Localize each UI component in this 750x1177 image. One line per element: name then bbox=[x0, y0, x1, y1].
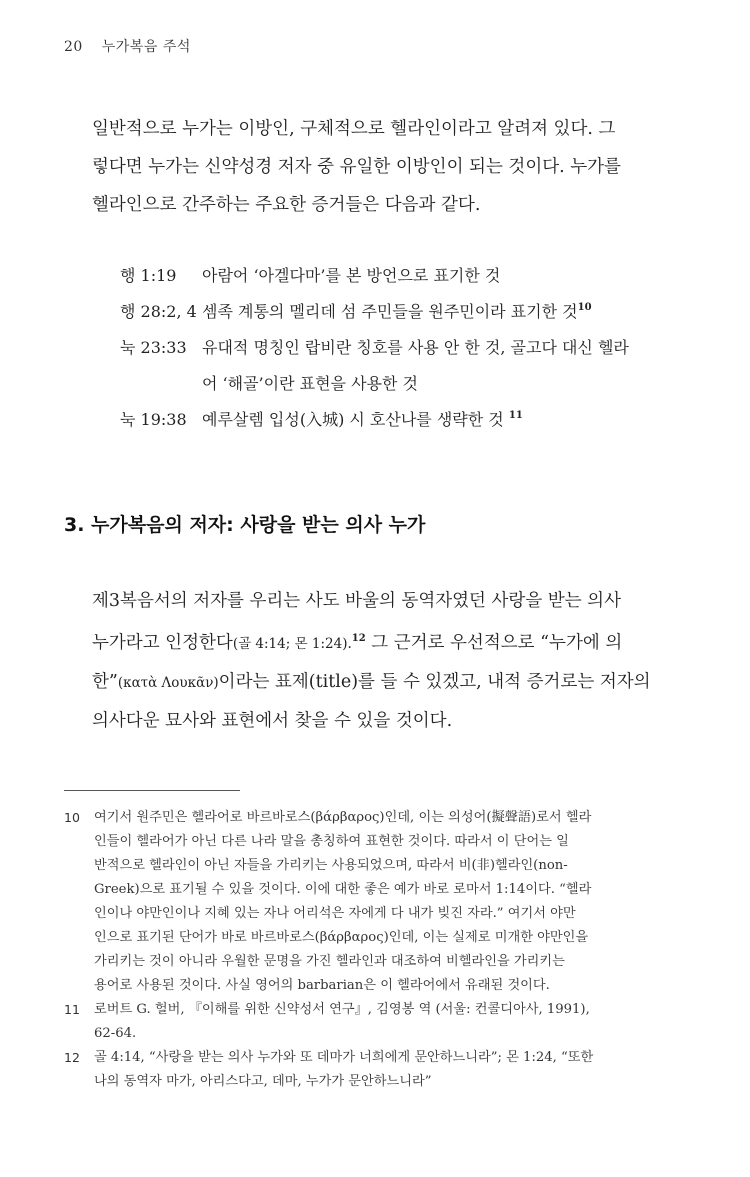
footnote-body bbox=[94, 1046, 674, 1094]
footnote-line: 인이나 야만인이나 지혜 있는 자나 어리석은 자에게 다 내가 빚진 자라.” 여기서 야만 bbox=[94, 906, 576, 921]
scripture-citation: (골 4:14; 몬 1:24). bbox=[232, 636, 352, 652]
reference-text: 유대적 명칭인 랍비란 칭호를 사용 안 한 것, 골고다 대신 헬라 bbox=[202, 337, 629, 357]
paragraph-line: 렇다면 누가는 신약성경 저자 중 유일한 이방인이 되는 것이다. 누가를 bbox=[92, 157, 621, 177]
footnote-line: 골 4:14, “사랑을 받는 의사 누가와 또 데마가 너희에게 문안하느니라”; 몬 1:24, “또한 bbox=[94, 1050, 594, 1065]
page-number: 20 bbox=[64, 39, 83, 55]
paragraph-line: 일반적으로 누가는 이방인, 구체적으로 헬라인이라고 알려져 있다. 그 bbox=[92, 119, 616, 139]
footnote-number: 12 bbox=[64, 1050, 80, 1065]
reference-item bbox=[120, 292, 680, 328]
footnote bbox=[64, 998, 674, 1046]
footnote-divider bbox=[64, 790, 240, 791]
footnote-number: 11 bbox=[64, 1002, 80, 1017]
reference-citation: 눅 23:33 bbox=[120, 337, 187, 357]
footnote-line: 용어로 사용된 것이다. 사실 영어의 barbarian은 이 헬라어에서 유래된 것이다. bbox=[94, 978, 550, 993]
footnote-marker[interactable]: 11 bbox=[508, 409, 523, 421]
footnote-line: 인으로 표기된 단어가 바로 바르바로스(βάρβαρος)인데, 이는 실제로 미개한 야만인을 bbox=[94, 930, 589, 945]
reference-text: 예루살렘 입성(入城) 시 호산나를 생략한 것 $^{11}$ bbox=[202, 409, 523, 429]
paragraph-line: 누가라고 인정한다(골 4:14; 몬 1:24).$^{12}$ 그 근거로 우선적으로 “누가에 의 bbox=[92, 633, 623, 653]
footnote bbox=[64, 1046, 674, 1094]
paragraph-line: 제3복음서의 저자를 우리는 사도 바울의 동역자였던 사랑을 받는 의사 bbox=[92, 591, 621, 611]
footnote-line: 나의 동역자 마가, 아리스다고, 데마, 누가가 문안하느니라” bbox=[94, 1074, 432, 1089]
reference-list bbox=[120, 256, 680, 436]
reference-text: 셈족 계통의 멜리데 섬 주민들을 원주민이라 표기한 것$^{10}$ bbox=[202, 301, 592, 321]
footnote-line: 로버트 G. 헐버, 『이해를 위한 신약성서 연구』, 김영봉 역 (서울: 컨콜디아사, 1991), bbox=[94, 1002, 590, 1017]
footnote bbox=[64, 806, 674, 998]
reference-text: 아람어 ‘아겔다마’를 본 방언으로 표기한 것 bbox=[202, 265, 501, 285]
reference-text: 어 ‘해골’이란 표현을 사용한 것 bbox=[202, 373, 418, 393]
footnote-line: 가리키는 것이 아니라 우월한 문명을 가진 헬라인과 대조하여 비헬라인을 가리키는 bbox=[94, 954, 565, 969]
footnote-line: 62-64. bbox=[94, 1026, 137, 1041]
footnote-number: 10 bbox=[64, 810, 80, 825]
footnote-marker[interactable]: 12 bbox=[351, 633, 366, 644]
footnote-body bbox=[94, 998, 674, 1046]
paragraph-authorship bbox=[92, 582, 664, 740]
paragraph-line: 한”(κατὰ Λουκᾶν)이라는 표제(title)를 들 수 있겠고, 내적 증거로는 저자의 bbox=[92, 672, 651, 692]
greek-title: (κατὰ Λουκᾶν) bbox=[117, 675, 219, 691]
paragraph-intro bbox=[92, 110, 664, 224]
section-heading: 3. 누가복음의 저자: 사랑을 받는 의사 누가 bbox=[64, 514, 426, 536]
footnote-line: 여기서 원주민은 헬라어로 바르바로스(βάρβαρος)인데, 이는 의성어(擬聲語)로서 헬라 bbox=[94, 810, 592, 825]
footnote-line: Greek)으로 표기될 수 있을 것이다. 이에 대한 좋은 예가 바로 로마서 1:14이다. “헬라 bbox=[94, 882, 592, 897]
paragraph-line: 헬라인으로 간주하는 주요한 증거들은 다음과 같다. bbox=[92, 195, 481, 215]
reference-item bbox=[120, 256, 680, 292]
running-head bbox=[64, 36, 191, 56]
reference-citation: 행 28:2, 4 bbox=[120, 301, 197, 321]
footnote-body bbox=[94, 806, 674, 998]
footnote-line: 인들이 헬라어가 아닌 다른 나라 말을 총칭하여 표현한 것이다. 따라서 이 단어는 일 bbox=[94, 834, 569, 849]
reference-item bbox=[120, 400, 680, 436]
reference-item bbox=[120, 328, 680, 364]
paragraph-line: 의사다운 묘사와 표현에서 찾을 수 있을 것이다. bbox=[92, 711, 453, 731]
reference-citation: 행 1:19 bbox=[120, 265, 177, 285]
footnote-marker[interactable]: 10 bbox=[577, 301, 592, 313]
reference-item-continued bbox=[120, 364, 680, 400]
reference-citation: 눅 19:38 bbox=[120, 409, 187, 429]
running-head-title: 누가복음 주석 bbox=[101, 39, 191, 55]
footnote-line: 반적으로 헬라인이 아닌 자들을 가리키는 사용되었으며, 따라서 비(非)헬라인(non- bbox=[94, 858, 568, 873]
footnotes bbox=[64, 806, 674, 1094]
